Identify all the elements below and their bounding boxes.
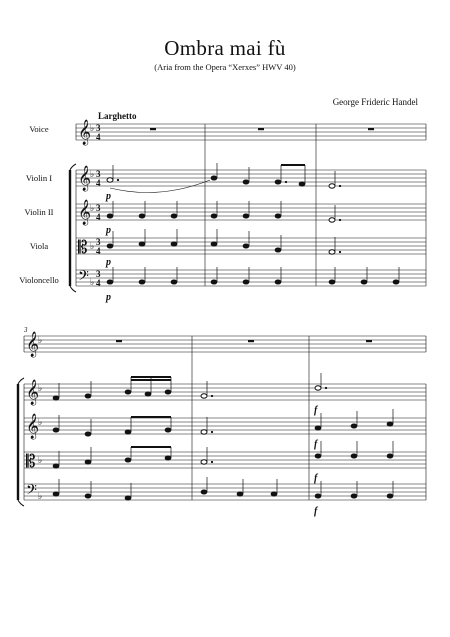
- svg-text:♭: ♭: [90, 278, 95, 288]
- dynamic-forte: f: [314, 506, 318, 517]
- instrument-label-violin-2: Violin II: [24, 207, 54, 217]
- svg-text:4: 4: [96, 178, 101, 188]
- svg-text:♭: ♭: [38, 492, 43, 502]
- cello-staff-system1: [76, 270, 426, 286]
- viola-staff-system2: [24, 452, 426, 468]
- composer-name: George Frideric Handel: [332, 97, 418, 107]
- svg-text:4: 4: [96, 246, 101, 256]
- svg-text:3: 3: [96, 123, 101, 133]
- treble-clef-icon: 𝄞: [78, 166, 92, 191]
- dynamic-piano: p: [106, 191, 111, 202]
- svg-text:♭: ♭: [90, 170, 95, 180]
- svg-text:♭: ♭: [38, 336, 43, 346]
- svg-text:♭: ♭: [90, 124, 95, 134]
- svg-text:3: 3: [96, 269, 101, 279]
- dynamic-forte: f: [314, 439, 318, 450]
- violin2-staff-system1: [76, 204, 426, 220]
- treble-clef-icon: 𝄞: [26, 332, 40, 357]
- svg-text:3: 3: [96, 237, 101, 247]
- tempo-marking: Larghetto: [98, 111, 137, 121]
- svg-text:4: 4: [96, 212, 101, 222]
- svg-text:♭: ♭: [38, 418, 43, 428]
- svg-text:♭: ♭: [90, 204, 95, 214]
- treble-clef-icon: 𝄞: [78, 120, 92, 145]
- violin2-staff-system2: [24, 418, 426, 434]
- treble-clef-icon: 𝄞: [26, 380, 40, 405]
- violin1-staff-system1: [76, 170, 426, 186]
- svg-text:♭: ♭: [38, 456, 43, 466]
- svg-text:♭: ♭: [38, 384, 43, 394]
- piece-subtitle: (Aria from the Opera “Xerxes” HWV 40): [154, 62, 296, 72]
- svg-text:3: 3: [96, 169, 101, 179]
- viola-staff-system1: [76, 238, 426, 254]
- instrument-label-voice: Voice: [29, 124, 49, 134]
- treble-clef-icon: 𝄞: [26, 414, 40, 439]
- piece-title: Ombra mai fù: [164, 36, 286, 60]
- svg-text:4: 4: [96, 278, 101, 288]
- alto-clef-icon: 𝄡: [26, 452, 36, 472]
- alto-clef-icon: 𝄡: [78, 238, 88, 258]
- treble-clef-icon: 𝄞: [78, 200, 92, 225]
- dynamic-piano: p: [106, 292, 111, 303]
- dynamic-forte: f: [314, 473, 318, 484]
- measure-number: 3: [24, 326, 28, 334]
- bass-clef-icon: 𝄢: [78, 268, 89, 288]
- dynamic-piano: p: [106, 257, 111, 268]
- dynamic-piano: p: [106, 225, 111, 236]
- voice-staff-system2: [24, 336, 426, 352]
- voice-staff-system1: [76, 124, 426, 140]
- svg-text:4: 4: [96, 132, 101, 142]
- dynamic-forte: f: [314, 405, 318, 416]
- instrument-label-violoncello: Violoncello: [19, 275, 59, 285]
- violin1-staff-system2: [24, 384, 426, 400]
- bass-clef-icon: 𝄢: [26, 482, 37, 502]
- svg-text:3: 3: [96, 203, 101, 213]
- svg-text:♭: ♭: [90, 242, 95, 252]
- cello-staff-system2: [24, 484, 426, 500]
- instrument-label-viola: Viola: [29, 241, 49, 251]
- instrument-label-violin-1: Violin I: [25, 173, 53, 183]
